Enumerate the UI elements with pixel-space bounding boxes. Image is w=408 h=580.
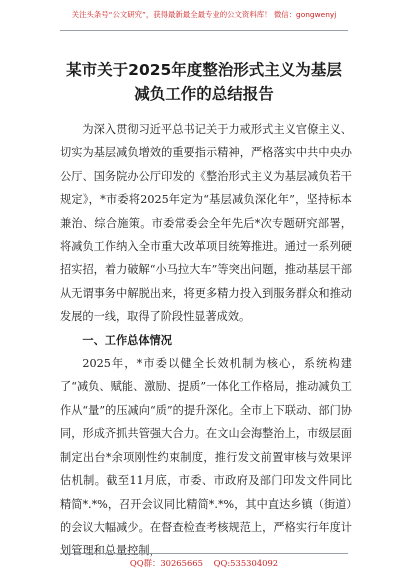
document-body <box>60 118 352 563</box>
document-title <box>40 58 368 106</box>
footer-qq-group: QQ群：30265665 <box>129 558 203 568</box>
footer-qq: QQ:535304092 <box>213 558 279 568</box>
page-header-banner: 关注头条号“公文研究”，获得最新最全最专业的公文资料库！ 微信：gongwenyj <box>60 6 348 31</box>
section-heading: 一、工作总体情况 <box>82 333 172 347</box>
document-title-line-2: 减负工作的总结报告 <box>134 85 274 103</box>
document-title-line-1: 某市关于2025年度整治形式主义为基层 <box>66 61 342 79</box>
page-footer <box>60 553 348 572</box>
section-paragraph: 2025年，*市委以健全长效机制为核心，系统构建了“减负、赋能、激励、提质”一体化工作格局，推动减负工作从“量”的压减向“质”的提升深化。全市上下联动、部门协同，形成齐抓共管强大合力。在文山会海整治上，市级层面制定出台*余项刚性约束制度，推行发文前置审核与效果评估机制。截至11月底，市委、市政府及部门印发文件同比精简*.*%，召开会议同比精简*.*%，其中直达乡镇（街道）的会议大幅减少。在督查检查考核规范上，严格实行年度计划管理和总量控制， <box>60 357 352 558</box>
intro-paragraph: 为深入贯彻习近平总书记关于力戒形式主义官僚主义、切实为基层减负增效的重要指示精神，严格落实中共中央办公厅、国务院办公厅印发的《整治形式主义为基层减负若干规定》，*市委将2025年定为“基层减负深化年”，坚持标本兼治、综合施策。市委常委会全年先后*次专题研究部署，将减负工作纳入全市重大改革项目统筹推进。通过一系列硬招实招，着力破解“小马拉大车”等突出问题，推动基层干部从无谓事务中解脱出来，将更多精力投入到服务群众和推动发展的一线，取得了阶段性显著成效。 <box>60 123 352 324</box>
